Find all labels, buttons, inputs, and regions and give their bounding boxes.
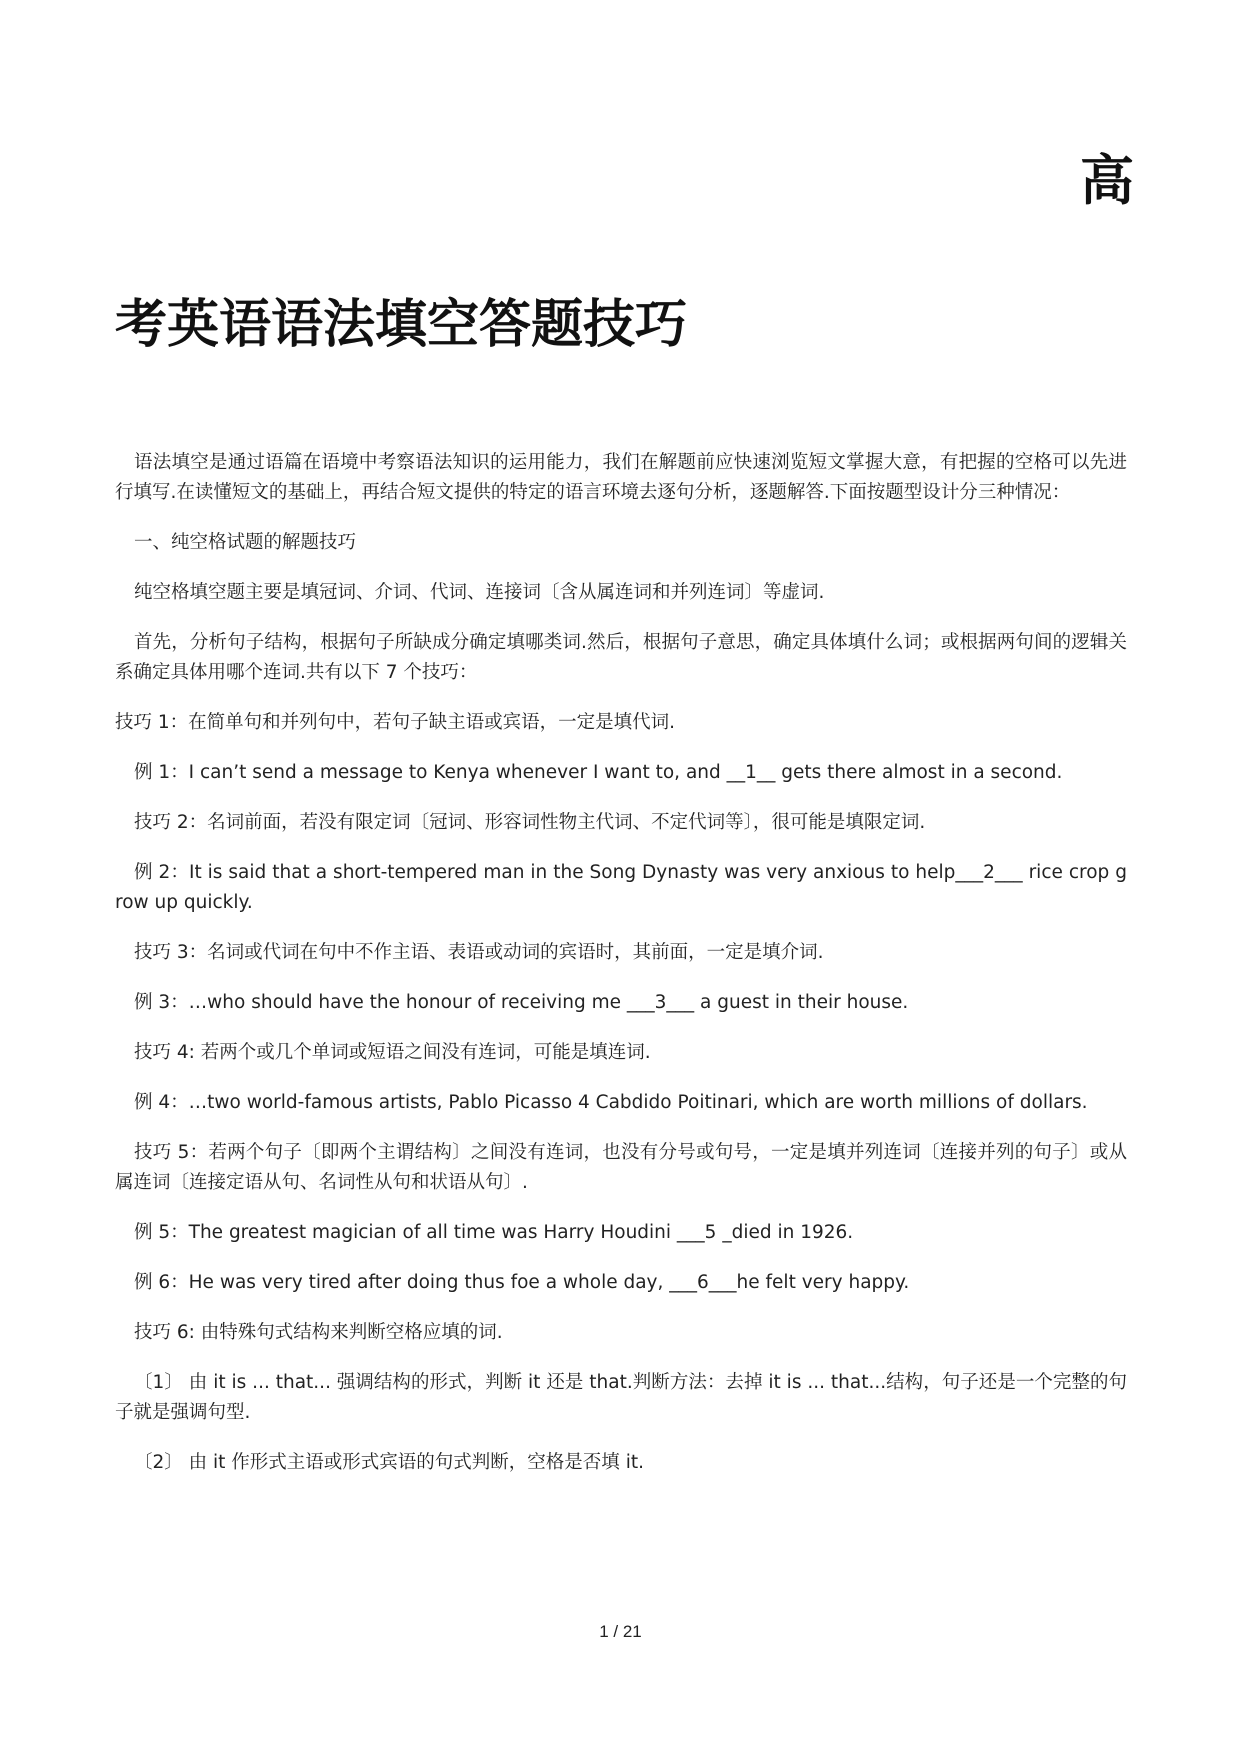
tip-6: 技巧 6: 由特殊句式结构来判断空格应填的词. xyxy=(134,1322,503,1343)
example-4: 例 4：…two world-famous artists, Pablo Picasso 4 Cabdido Poitinari, which are worth millions of dollars. xyxy=(134,1092,1088,1113)
intro-paragraph: 语法填空是通过语篇在语境中考察语法知识的运用能力，我们在解题前应快速浏览短文掌握大意，有把握的空格可以先进行填写.在读懂短文的基础上，再结合短文提供的特定的语言环境去逐句分析，逐题解答.下面按题型设计分三种情况： xyxy=(115,452,1127,503)
paragraph: 首先，分析句子结构，根据句子所缺成分确定填哪类词.然后，根据句子意思，确定具体填什么词；或根据两句间的逻辑关系确定具体用哪个连词.共有以下 7 个技巧： xyxy=(115,632,1127,683)
tip-3: 技巧 3：名词或代词在句中不作主语、表语或动词的宾语时，其前面，一定是填介词. xyxy=(134,942,824,963)
example-3: 例 3：…who should have the honour of receiving me ___3___ a guest in their house. xyxy=(134,992,909,1013)
title-line-2: 考英语语法填空答题技巧 xyxy=(115,294,688,355)
example-5: 例 5：The greatest magician of all time was Harry Houdini ___5 _died in 1926. xyxy=(134,1222,854,1243)
paragraph: 纯空格填空题主要是填冠词、介词、代词、连接词〔含从属连词和并列连词〕等虚词. xyxy=(134,582,825,603)
title-line-1: 高 xyxy=(1080,148,1134,212)
example-6: 例 6：He was very tired after doing thus foe a whole day, ___6___he felt very happy. xyxy=(134,1272,910,1293)
example-1: 例 1：I can’t send a message to Kenya whenever I want to, and __1__ gets there almost in a second. xyxy=(134,762,1063,783)
page-number: 1 / 21 xyxy=(599,1622,642,1641)
tip-2: 技巧 2：名词前面，若没有限定词〔冠词、形容词性物主代词、不定代词等〕，很可能是填限定词. xyxy=(134,812,926,833)
document-body xyxy=(115,448,1127,1498)
tip-1: 技巧 1：在简单句和并列句中，若句子缺主语或宾语，一定是填代词. xyxy=(115,712,676,733)
section-heading: 一、纯空格试题的解题技巧 xyxy=(134,532,357,553)
tip-6-item-1: 〔1〕 由 it is ... that... 强调结构的形式，判断 it 还是 that.判断方法：去掉 it is ... that...结构，句子还是一个完整的句子就是强调句型. xyxy=(115,1372,1127,1423)
tip-6-item-2: 〔2〕 由 it 作形式主语或形式宾语的句式判断，空格是否填 it. xyxy=(134,1452,644,1473)
example-2: 例 2：It is said that a short-tempered man in the Song Dynasty was very anxious to help___2___ rice crop grow up quickly. xyxy=(115,862,1127,913)
tip-5: 技巧 5：若两个句子〔即两个主谓结构〕之间没有连词，也没有分号或句号，一定是填并列连词〔连接并列的句子〕或从属连词〔连接定语从句、名词性从句和状语从句〕. xyxy=(115,1142,1127,1193)
tip-4: 技巧 4: 若两个或几个单词或短语之间没有连词，可能是填连词. xyxy=(134,1042,651,1063)
